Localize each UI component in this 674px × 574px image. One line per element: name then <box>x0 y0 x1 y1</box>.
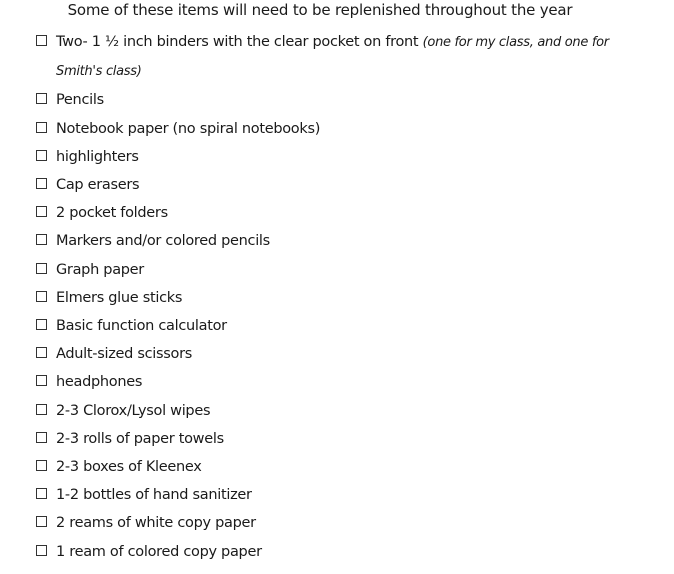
list-item <box>36 397 656 425</box>
list-item <box>36 115 656 143</box>
item-label: Basic function calculator <box>56 318 227 335</box>
checkbox[interactable] <box>36 404 47 415</box>
list-item <box>36 368 656 396</box>
list-item <box>36 509 656 537</box>
item-label: 1 ream of colored copy paper <box>56 543 262 560</box>
list-item <box>36 143 656 171</box>
item-label: Elmers glue sticks <box>56 289 183 306</box>
list-item <box>36 481 656 509</box>
list-item <box>36 171 656 199</box>
item-label: 2-3 boxes of Kleenex <box>56 459 202 476</box>
checkbox[interactable] <box>36 291 47 302</box>
checkbox[interactable] <box>36 319 47 330</box>
list-item <box>36 86 656 114</box>
list-item <box>36 425 656 453</box>
supply-checklist <box>36 28 656 566</box>
list-item <box>36 340 656 368</box>
item-label: Pencils <box>56 92 104 109</box>
checkbox[interactable] <box>36 460 47 471</box>
list-item <box>36 453 656 481</box>
item-label: Markers and/or colored pencils <box>56 233 270 250</box>
item-label: 1-2 bottles of hand sanitizer <box>56 487 252 504</box>
list-item <box>36 28 656 86</box>
checkbox[interactable] <box>36 206 47 217</box>
checkbox[interactable] <box>36 375 47 386</box>
item-label: 2-3 Clorox/Lysol wipes <box>56 402 211 419</box>
item-label: Adult-sized scissors <box>56 346 192 363</box>
checkbox[interactable] <box>36 545 47 556</box>
list-item <box>36 312 656 340</box>
item-label: Cap erasers <box>56 177 140 194</box>
checkbox[interactable] <box>36 488 47 499</box>
checkbox[interactable] <box>36 347 47 358</box>
checkbox[interactable] <box>36 35 47 46</box>
list-item <box>36 199 656 227</box>
item-label: 2-3 rolls of paper towels <box>56 430 224 447</box>
checkbox[interactable] <box>36 150 47 161</box>
checkbox[interactable] <box>36 178 47 189</box>
item-label: Notebook paper (no spiral notebooks) <box>56 120 321 137</box>
intro-text: Some of these items will need to be replenished throughout the year <box>67 1 573 19</box>
item-label: 2 reams of white copy paper <box>56 515 256 532</box>
item-label: Graph paper <box>56 261 144 278</box>
list-item <box>36 284 656 312</box>
list-item <box>36 538 656 566</box>
item-label: 2 pocket folders <box>56 205 168 222</box>
list-item <box>36 256 656 284</box>
checkbox[interactable] <box>36 93 47 104</box>
list-item <box>36 227 656 255</box>
checkbox[interactable] <box>36 122 47 133</box>
checkbox[interactable] <box>36 234 47 245</box>
item-note: (one for my class, and one for Smith's class) <box>56 35 609 80</box>
checkbox[interactable] <box>36 263 47 274</box>
checkbox[interactable] <box>36 432 47 443</box>
item-label: highlighters <box>56 148 139 165</box>
item-label: Two- 1 ½ inch binders with the clear pocket on front <box>56 34 419 50</box>
item-label: headphones <box>56 374 143 391</box>
checkbox[interactable] <box>36 516 47 527</box>
